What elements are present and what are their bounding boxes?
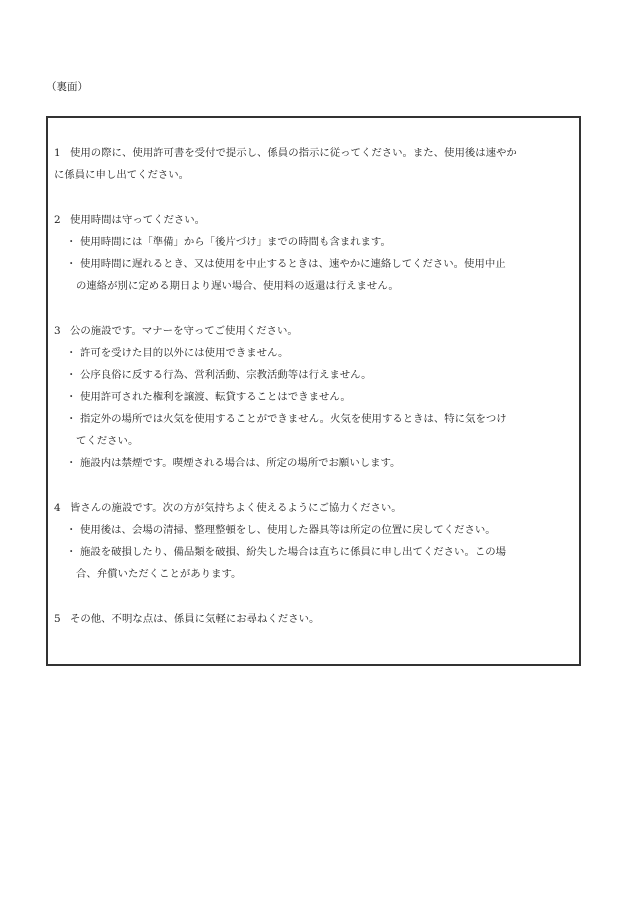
section-number: 4 xyxy=(54,502,61,514)
bullet-text: 指定外の場所では火気を使用することができません。火気を使用するときは、特に気をつけ xyxy=(80,413,507,425)
bullet-text: 使用許可された権利を譲渡、転貸することはできません。 xyxy=(80,391,351,403)
bullet-text: 使用後は、会場の清掃、整理整頓をし、使用した器具等は所定の位置に戻してください。 xyxy=(80,524,496,536)
bullet-icon: ・ xyxy=(66,524,77,536)
bullet-text: 施設内は禁煙です。喫煙される場合は、所定の場所でお願いします。 xyxy=(80,457,401,469)
bullet-icon: ・ xyxy=(66,347,77,359)
section-2-heading xyxy=(48,213,205,227)
bullet-continuation: てください。 xyxy=(76,435,139,447)
bullet-icon: ・ xyxy=(66,391,77,403)
bullet-item xyxy=(48,390,351,404)
bullet-text: 使用時間に遅れるとき、又は使用を中止するときは、速やかに連絡してください。使用中止 xyxy=(80,258,506,270)
section-number: 5 xyxy=(54,613,61,625)
bullet-continuation: の連絡が別に定める期日より遅い場合、使用料の返還は行えません。 xyxy=(76,280,399,292)
section-text: 公の施設です。マナーを守ってご使用ください。 xyxy=(70,325,298,337)
section-1-heading xyxy=(48,146,517,160)
bullet-continuation: 合、弁償いただくことがあります。 xyxy=(76,568,242,580)
bullet-icon: ・ xyxy=(66,236,77,248)
bullet-text: 施設を破損したり、備品類を破損、紛失した場合は直ちに係員に申し出てください。この場 xyxy=(80,546,507,558)
bullet-item xyxy=(48,346,288,360)
section-4-heading xyxy=(48,501,402,515)
bullet-icon: ・ xyxy=(66,258,77,270)
bullet-item xyxy=(48,257,506,271)
bullet-icon: ・ xyxy=(66,546,77,558)
rules-box xyxy=(46,116,581,666)
bullet-item xyxy=(48,235,391,249)
section-text: 使用の際に、使用許可書を受付で提示し、係員の指示に従ってください。また、使用後は速やか xyxy=(70,147,517,159)
section-5-heading xyxy=(48,612,319,626)
bullet-item xyxy=(48,545,506,559)
bullet-icon: ・ xyxy=(66,369,77,381)
bullet-item xyxy=(48,412,507,426)
section-number: 3 xyxy=(54,325,61,337)
section-text: その他、不明な点は、係員に気軽にお尋ねください。 xyxy=(70,613,320,625)
section-text: 使用時間は守ってください。 xyxy=(70,214,206,226)
bullet-text: 使用時間には「準備」から「後片づけ」までの時間も含まれます。 xyxy=(80,236,391,248)
bullet-item xyxy=(48,368,372,382)
section-number: 1 xyxy=(54,147,61,159)
bullet-text: 許可を受けた目的以外には使用できません。 xyxy=(80,347,289,359)
bullet-item xyxy=(48,523,496,537)
section-3-heading xyxy=(48,324,298,338)
bullet-item xyxy=(48,456,400,470)
section-text: 皆さんの施設です。次の方が気持ちよく使えるようにご協力ください。 xyxy=(70,502,402,514)
section-number: 2 xyxy=(54,214,61,226)
bullet-icon: ・ xyxy=(66,413,77,425)
bullet-icon: ・ xyxy=(66,457,77,469)
page-side-label: （裏面） xyxy=(46,81,88,93)
section-1-continuation: に係員に申し出てください。 xyxy=(54,169,190,181)
bullet-text: 公序良俗に反する行為、営利活動、宗教活動等は行えません。 xyxy=(80,369,372,381)
